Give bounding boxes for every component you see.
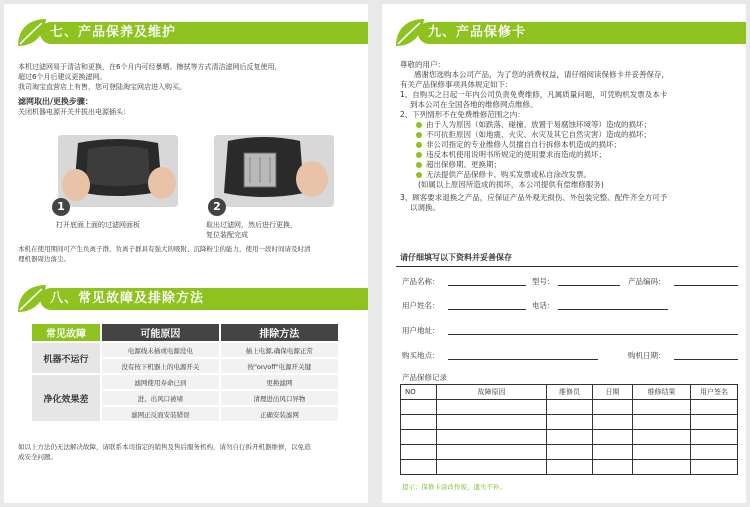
step2-caption-1: 取出过滤网，然后进行更换， (206, 221, 297, 229)
table-row (401, 400, 738, 415)
cause-cell: 没有按下机器上的电源开关 (102, 359, 219, 373)
item-1b: 到本公司在全国各地的维修网点维修。 (410, 100, 538, 109)
table-row (401, 415, 738, 430)
th-cause: 可能原因 (102, 324, 219, 341)
form-divider (396, 266, 738, 267)
step1-number: 1 (52, 198, 70, 216)
item-3b: 以调换。 (410, 203, 440, 212)
section8-header (4, 282, 368, 316)
left-page (4, 4, 368, 503)
bullet-icon (416, 152, 422, 158)
fault-1: 机器不运行 (32, 343, 100, 373)
fix-cell: 按"on/off"电源开关键 (221, 359, 338, 373)
s8-footnote-2: 成安全问题。 (18, 453, 57, 461)
label-purchase-place: 购买地点： (402, 351, 440, 360)
bullet-item: 无法提供产品保修卡、购买发票或私自涂改发票。 (416, 170, 742, 180)
cause-cell: 滤网正反面安装错误 (102, 407, 219, 421)
fix-cell: 正确安装滤网 (221, 407, 338, 421)
section7-title: 七、产品保养及维护 (40, 22, 368, 44)
s7-paragraph-1: 本机过滤网易于清洁和更换，在6个月内可经暴晒、擦拭等方式清洁滤网后反复使用， (18, 63, 282, 71)
rec-header: 维修结果 (633, 385, 691, 400)
s7-paragraph-3: 我司淘宝直营店上有售，您可登陆淘宝网店进入购买。 (18, 83, 186, 91)
th-fault: 常见故障 (32, 324, 100, 341)
rec-header: 用户签名 (691, 385, 738, 400)
user-name-field[interactable] (448, 309, 526, 310)
bullet-icon (416, 122, 422, 128)
label-product-code: 产品编码： (628, 277, 666, 286)
step1-photo (58, 135, 178, 207)
repair-record-table (400, 384, 738, 475)
fix-cell: 清理进出风口异物 (221, 391, 338, 405)
rec-header: 维修员 (547, 385, 593, 400)
label-model: 型号： (532, 277, 555, 286)
bullet-item: 由于人为原因（如跌落、碰撞、放置于易腐蚀环境等）造成的损坏； (416, 120, 742, 130)
form-title: 请仔细填写以下资料并妥善保存 (400, 253, 512, 262)
item-2: 2、下列情形不在免费维修范围之内： (400, 110, 525, 119)
s7-steps-title: 滤网取出/更换步骤： (18, 97, 93, 106)
purchase-place-field[interactable] (448, 359, 598, 360)
model-field[interactable] (558, 285, 620, 286)
fault-2: 净化效果差 (32, 375, 100, 421)
section8-title: 八、常见故障及排除方法 (40, 288, 368, 310)
section9-title: 九、产品保修卡 (418, 22, 746, 44)
rec-header: 故障原因 (437, 385, 547, 400)
bullet-item: 不可抗拒原因（如地震、火灾、水灾及其它自然灾害）造成的损坏； (416, 130, 742, 140)
purchase-date-field[interactable] (674, 359, 738, 360)
fix-cell: 插上电源,确保电源正常 (221, 343, 338, 357)
label-product-name: 产品名称： (402, 277, 440, 286)
section7-header (4, 16, 368, 50)
fault-table (30, 322, 340, 423)
s8-footnote-1: 如以上方法仍无法解决故障，请联系本司指定的销售及售后服务机构，请勿自行拆开机器维修，以免造 (18, 443, 311, 451)
step2-caption-2: 复位装配完成 (206, 231, 248, 239)
product-name-field[interactable] (448, 285, 526, 286)
rec-header: 日期 (593, 385, 633, 400)
bullet-note: (如属以上原因所造成的损坏，本公司提供有偿维修服务) (418, 180, 604, 189)
s7-note-1: 本机在使用期间可产生负离子群，负离子群具有强大的吸附、沉降粉尘的能力，使用一段时间请及时清 (18, 245, 311, 253)
s7-note-2: 理机器周边落尘。 (18, 255, 70, 263)
phone-field[interactable] (558, 309, 668, 310)
bullet-item: 非公司指定的专业维修人员擅自自行拆修本机造成的损坏； (416, 140, 742, 150)
cause-cell: 进、出风口被堵 (102, 391, 219, 405)
label-address: 用户地址： (402, 326, 440, 335)
table-row (401, 460, 738, 475)
rec-header: NO (401, 385, 437, 400)
label-purchase-date: 购机日期： (628, 351, 666, 360)
table-row (401, 430, 738, 445)
bullet-icon (416, 162, 422, 168)
bullet-item: 违反本机使用说明书所规定的使用要求而造成的损坏； (416, 150, 742, 160)
bullet-icon (416, 142, 422, 148)
bullet-icon (416, 132, 422, 138)
label-phone: 电话： (532, 301, 555, 310)
tip-text: 提示：保修卡涂改作废，遗失不补。 (402, 483, 506, 491)
cause-cell: 电源线未插或电源没电 (102, 343, 219, 357)
record-title: 产品保修记录 (402, 373, 447, 382)
bullet-icon (416, 172, 422, 178)
section9-header (382, 16, 746, 50)
s7-paragraph-2: 超过6个月后建议更换滤网。 (18, 73, 107, 81)
intro-2: 有关产品保修事项具体规定如下： (400, 80, 513, 89)
step1-caption: 打开底面上面的过滤网面板 (56, 221, 140, 229)
right-page (382, 4, 746, 503)
label-user-name: 用户姓名： (402, 301, 440, 310)
greeting: 尊敬的用户： (400, 60, 445, 69)
s7-steps-desc: 关闭机器电源开关并拔出电源插头： (18, 108, 130, 116)
item-3a: 3、顾客要求退换之产品，应保证产品外观无损伤、外包装完整、配件齐全方可予 (400, 193, 668, 202)
intro-1: 感谢您选购本公司产品，为了您的消费权益，请仔细阅读保修卡并妥善保存， (414, 70, 669, 79)
th-fix: 排除方法 (221, 324, 338, 341)
item-1a: 1、自购买之日起一年内公司负责免费维修，凡属质量问题，可凭购机发票及本卡 (400, 90, 668, 99)
fix-cell: 更换滤网 (221, 375, 338, 389)
product-code-field[interactable] (674, 285, 738, 286)
cause-cell: 滤网使用寿命已到 (102, 375, 219, 389)
address-field[interactable] (448, 334, 738, 335)
step2-number: 2 (208, 198, 226, 216)
bullet-item: 超出保修期、更换期； (416, 160, 742, 170)
table-row (401, 445, 738, 460)
step2-photo (214, 135, 334, 207)
